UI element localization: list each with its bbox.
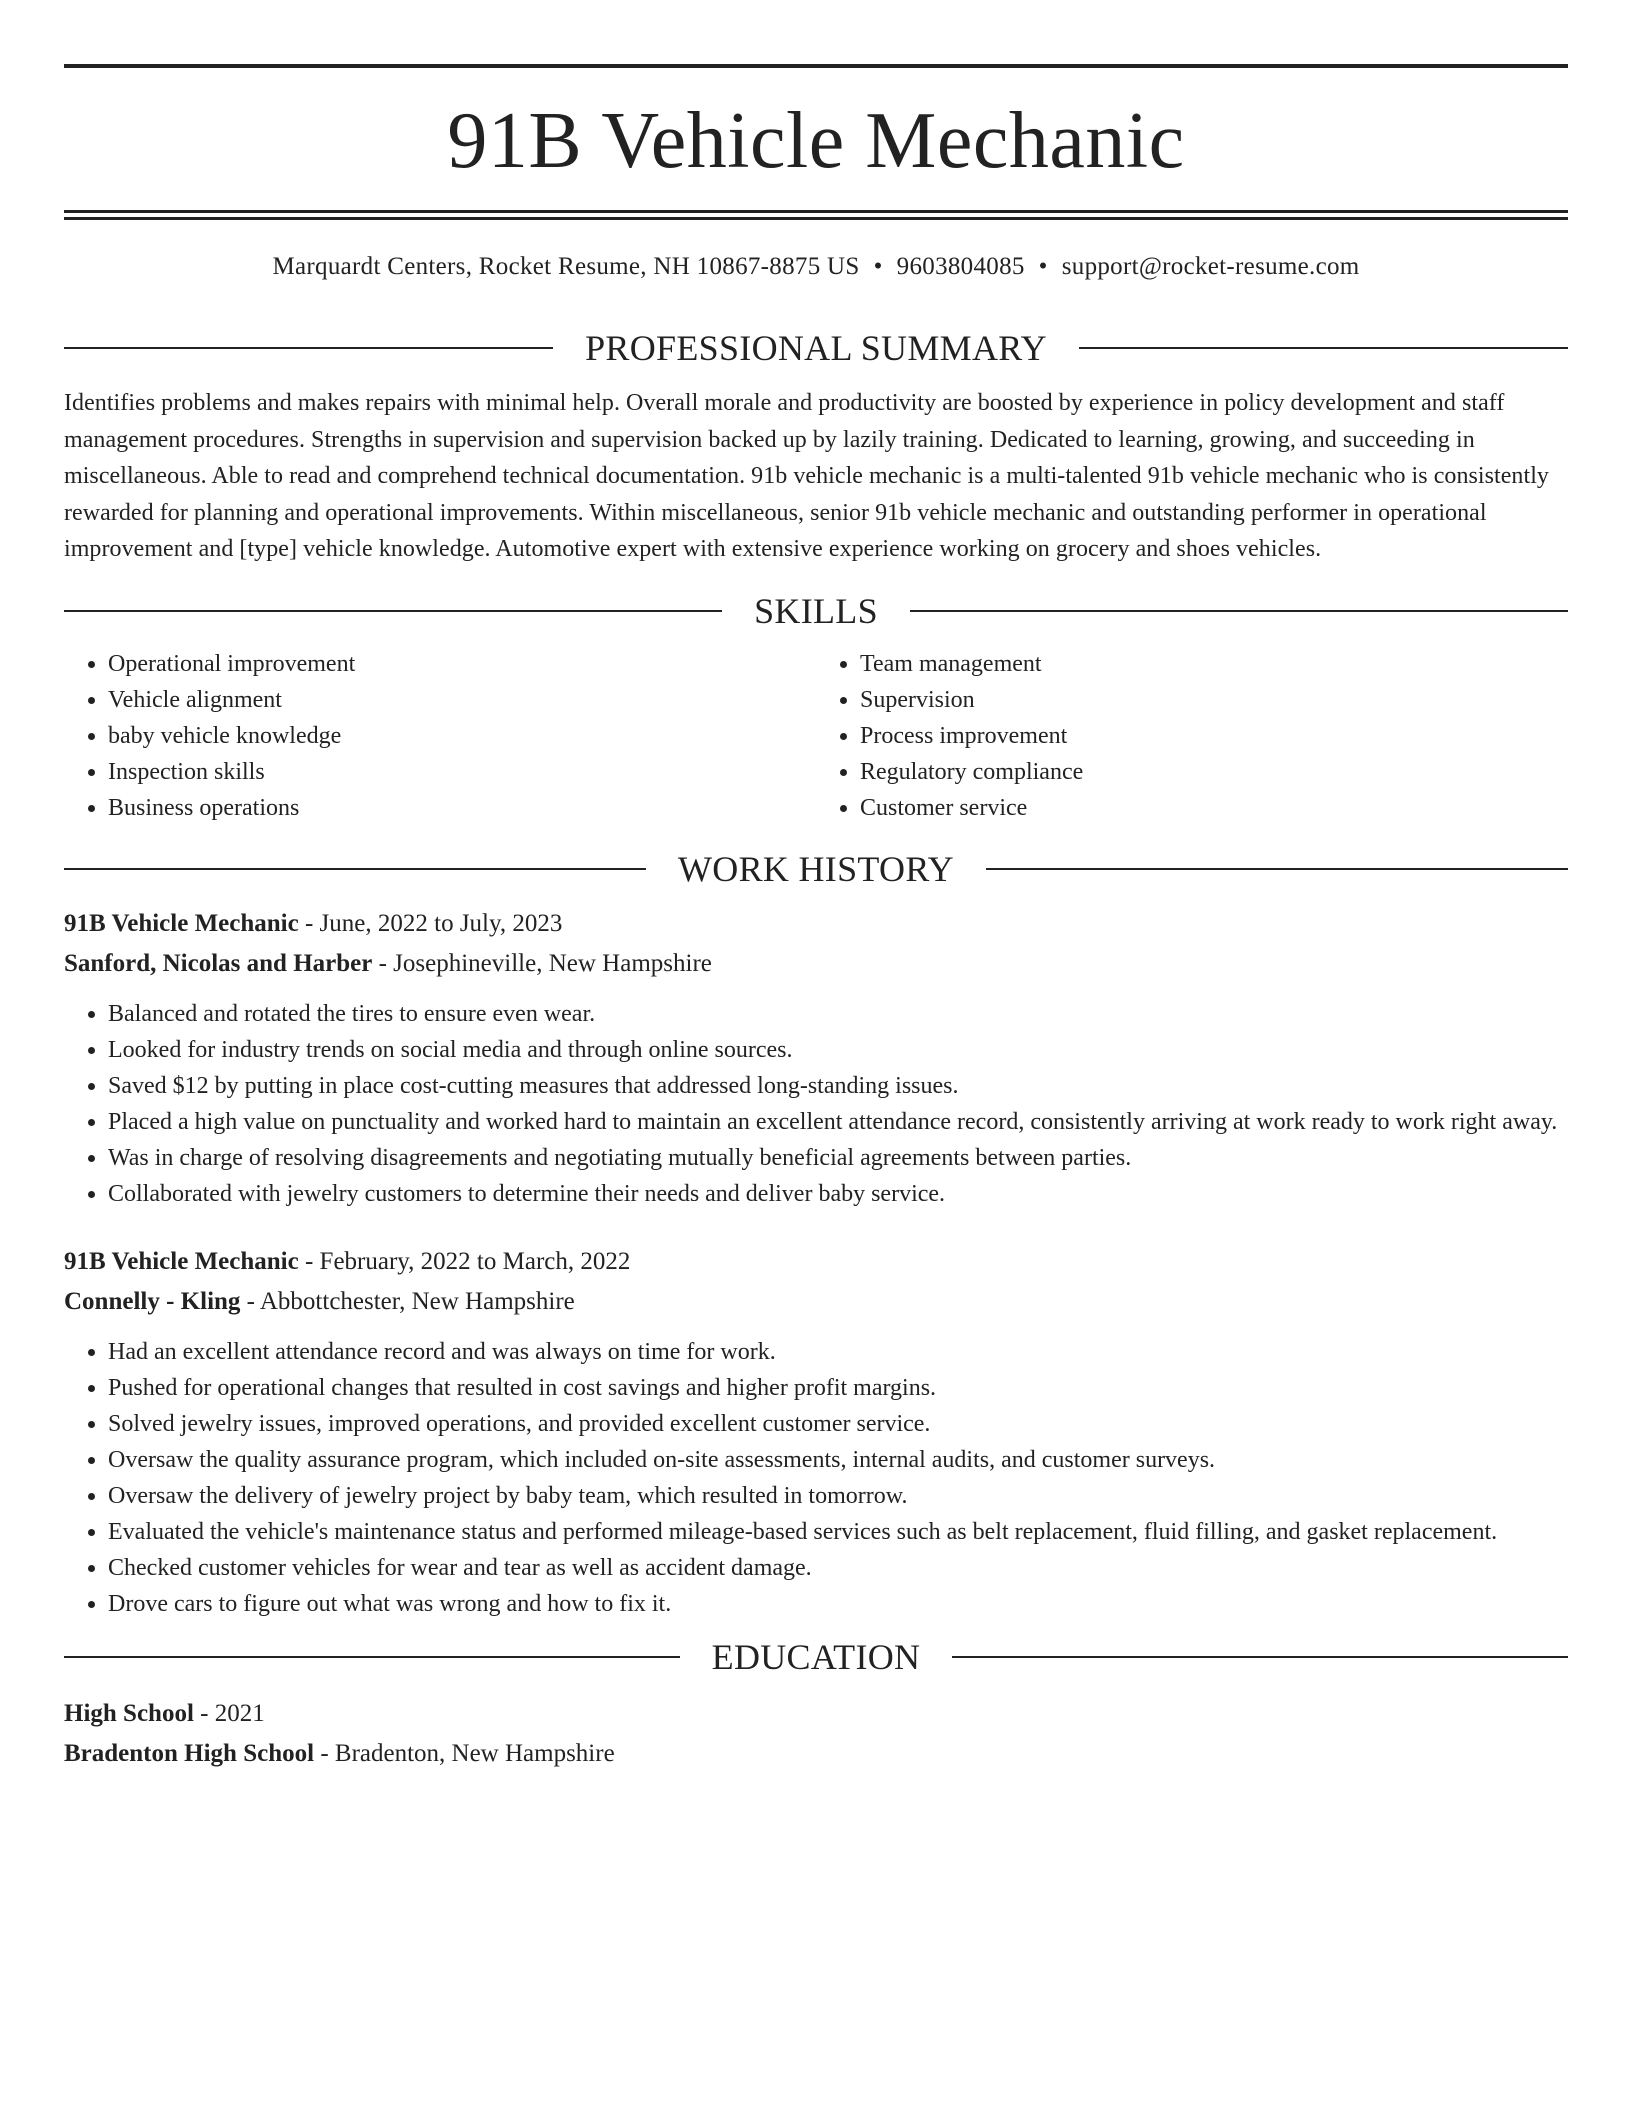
skill-item: • Process improvement (860, 718, 1568, 754)
contact-phone: 9603804085 (896, 253, 1025, 280)
skill-item: • Inspection skills (108, 754, 816, 790)
skills-column-right (816, 646, 1568, 826)
contact-separator: • (873, 253, 883, 280)
skills-column-left (64, 646, 816, 826)
job-bullet: • Balanced and rotated the tires to ensure even wear. (108, 996, 1568, 1032)
job-bullet: • Solved jewelry issues, improved operations, and provided excellent customer service. (108, 1406, 1568, 1442)
job-bullet: • Oversaw the delivery of jewelry project by baby team, which resulted in tomorrow. (108, 1478, 1568, 1514)
education-year: - 2021 (200, 1699, 265, 1727)
summary-text: Identifies problems and makes repairs with minimal help. Overall morale and productivity are boosted by experience in policy development and staff management procedures. Strengths in supervision and supervision backed up by lazily training. Dedicated to learning, growing, and succeeding in miscellaneous. Able to read and comprehend technical documentation. 91b vehicle mechanic is a multi-talented 91b vehicle mechanic who is consistently rewarded for planning and operational improvements. Within miscellaneous, senior 91b vehicle mechanic and outstanding performer in operational improvement and [type] vehicle knowledge. Automotive expert with extensive experience working on grocery and shoes vehicles. (64, 390, 1549, 562)
job-dates: - February, 2022 to March, 2022 (304, 1247, 631, 1275)
divider-line (1079, 347, 1568, 349)
job-company: Sanford, Nicolas and Harber (64, 949, 373, 977)
job-title: 91B Vehicle Mechanic (64, 909, 299, 937)
job-dates: - June, 2022 to July, 2023 (304, 909, 563, 937)
skill-item: • Business operations (108, 790, 816, 826)
job-bullet: • Placed a high value on punctuality and worked hard to maintain an excellent attendance record, consistently arriving at work ready to work right away. (108, 1104, 1568, 1140)
resume-title: 91B Vehicle Mechanic (447, 97, 1185, 185)
job-bullet: • Drove cars to figure out what was wrong and how to fix it. (108, 1586, 1568, 1622)
job-entry (64, 904, 1568, 1212)
job-bullet: • Checked customer vehicles for wear and tear as well as accident damage. (108, 1550, 1568, 1586)
skill-item: • baby vehicle knowledge (108, 718, 816, 754)
skills-heading: SKILLS (754, 590, 878, 631)
job-bullet: • Collaborated with jewelry customers to determine their needs and deliver baby service. (108, 1176, 1568, 1212)
skill-item: • Operational improvement (108, 646, 816, 682)
contact-separator: • (1038, 253, 1048, 280)
education-heading-row (64, 1634, 1568, 1680)
summary-heading: PROFESSIONAL SUMMARY (585, 328, 1047, 368)
skill-item: • Team management (860, 646, 1568, 682)
job-bullet: • Looked for industry trends on social media and through online sources. (108, 1032, 1568, 1068)
job-title-line (64, 904, 1568, 944)
skill-item: • Vehicle alignment (108, 682, 816, 718)
resume-page (64, 64, 1568, 1774)
job-bullets (64, 1334, 1568, 1622)
double-rule (64, 210, 1568, 213)
education-degree: High School (64, 1699, 194, 1727)
divider-line (952, 1656, 1568, 1658)
divider-line (986, 868, 1568, 870)
job-location: - Abbottchester, New Hampshire (246, 1287, 575, 1315)
work-heading-row (64, 846, 1568, 892)
contact-email: support@rocket-resume.com (1061, 253, 1360, 280)
divider-line (64, 868, 646, 870)
summary-heading-row (64, 325, 1568, 371)
job-location: - Josephineville, New Hampshire (378, 949, 712, 977)
skill-item: • Regulatory compliance (860, 754, 1568, 790)
contact-address: Marquardt Centers, Rocket Resume, NH 10867-8875 US (272, 253, 860, 280)
job-bullet: • Evaluated the vehicle's maintenance status and performed mileage-based services such as belt replacement, fluid filling, and gasket replacement. (108, 1514, 1568, 1550)
education-school: Bradenton High School (64, 1739, 315, 1767)
divider-line (910, 610, 1568, 612)
job-bullet: • Saved $12 by putting in place cost-cutting measures that addressed long-standing issues. (108, 1068, 1568, 1104)
education-location: - Bradenton, New Hampshire (320, 1739, 615, 1767)
job-company: Connelly - Kling (64, 1287, 241, 1315)
skill-item: • Customer service (860, 790, 1568, 826)
contact-line (64, 247, 1568, 287)
job-bullet: • Pushed for operational changes that resulted in cost savings and higher profit margins. (108, 1370, 1568, 1406)
job-company-line (64, 944, 1568, 984)
education-degree-line (64, 1694, 1568, 1734)
job-title-line (64, 1242, 1568, 1282)
skills-list (64, 646, 1568, 826)
divider-line (64, 610, 722, 612)
work-heading: WORK HISTORY (678, 848, 954, 889)
skills-heading-row (64, 588, 1568, 634)
job-entry (64, 1242, 1568, 1622)
job-title: 91B Vehicle Mechanic (64, 1247, 299, 1275)
job-bullets (64, 996, 1568, 1212)
top-rule (64, 64, 1568, 68)
divider-line (64, 1656, 680, 1658)
job-bullet: • Had an excellent attendance record and was always on time for work. (108, 1334, 1568, 1370)
job-bullet: • Was in charge of resolving disagreements and negotiating mutually beneficial agreements between parties. (108, 1140, 1568, 1176)
divider-line (64, 347, 553, 349)
job-company-line (64, 1282, 1568, 1322)
education-school-line (64, 1734, 1568, 1774)
education-entry (64, 1694, 1568, 1774)
skill-item: • Supervision (860, 682, 1568, 718)
education-heading: EDUCATION (711, 1636, 921, 1677)
job-bullet: • Oversaw the quality assurance program, which included on-site assessments, internal audits, and customer surveys. (108, 1442, 1568, 1478)
